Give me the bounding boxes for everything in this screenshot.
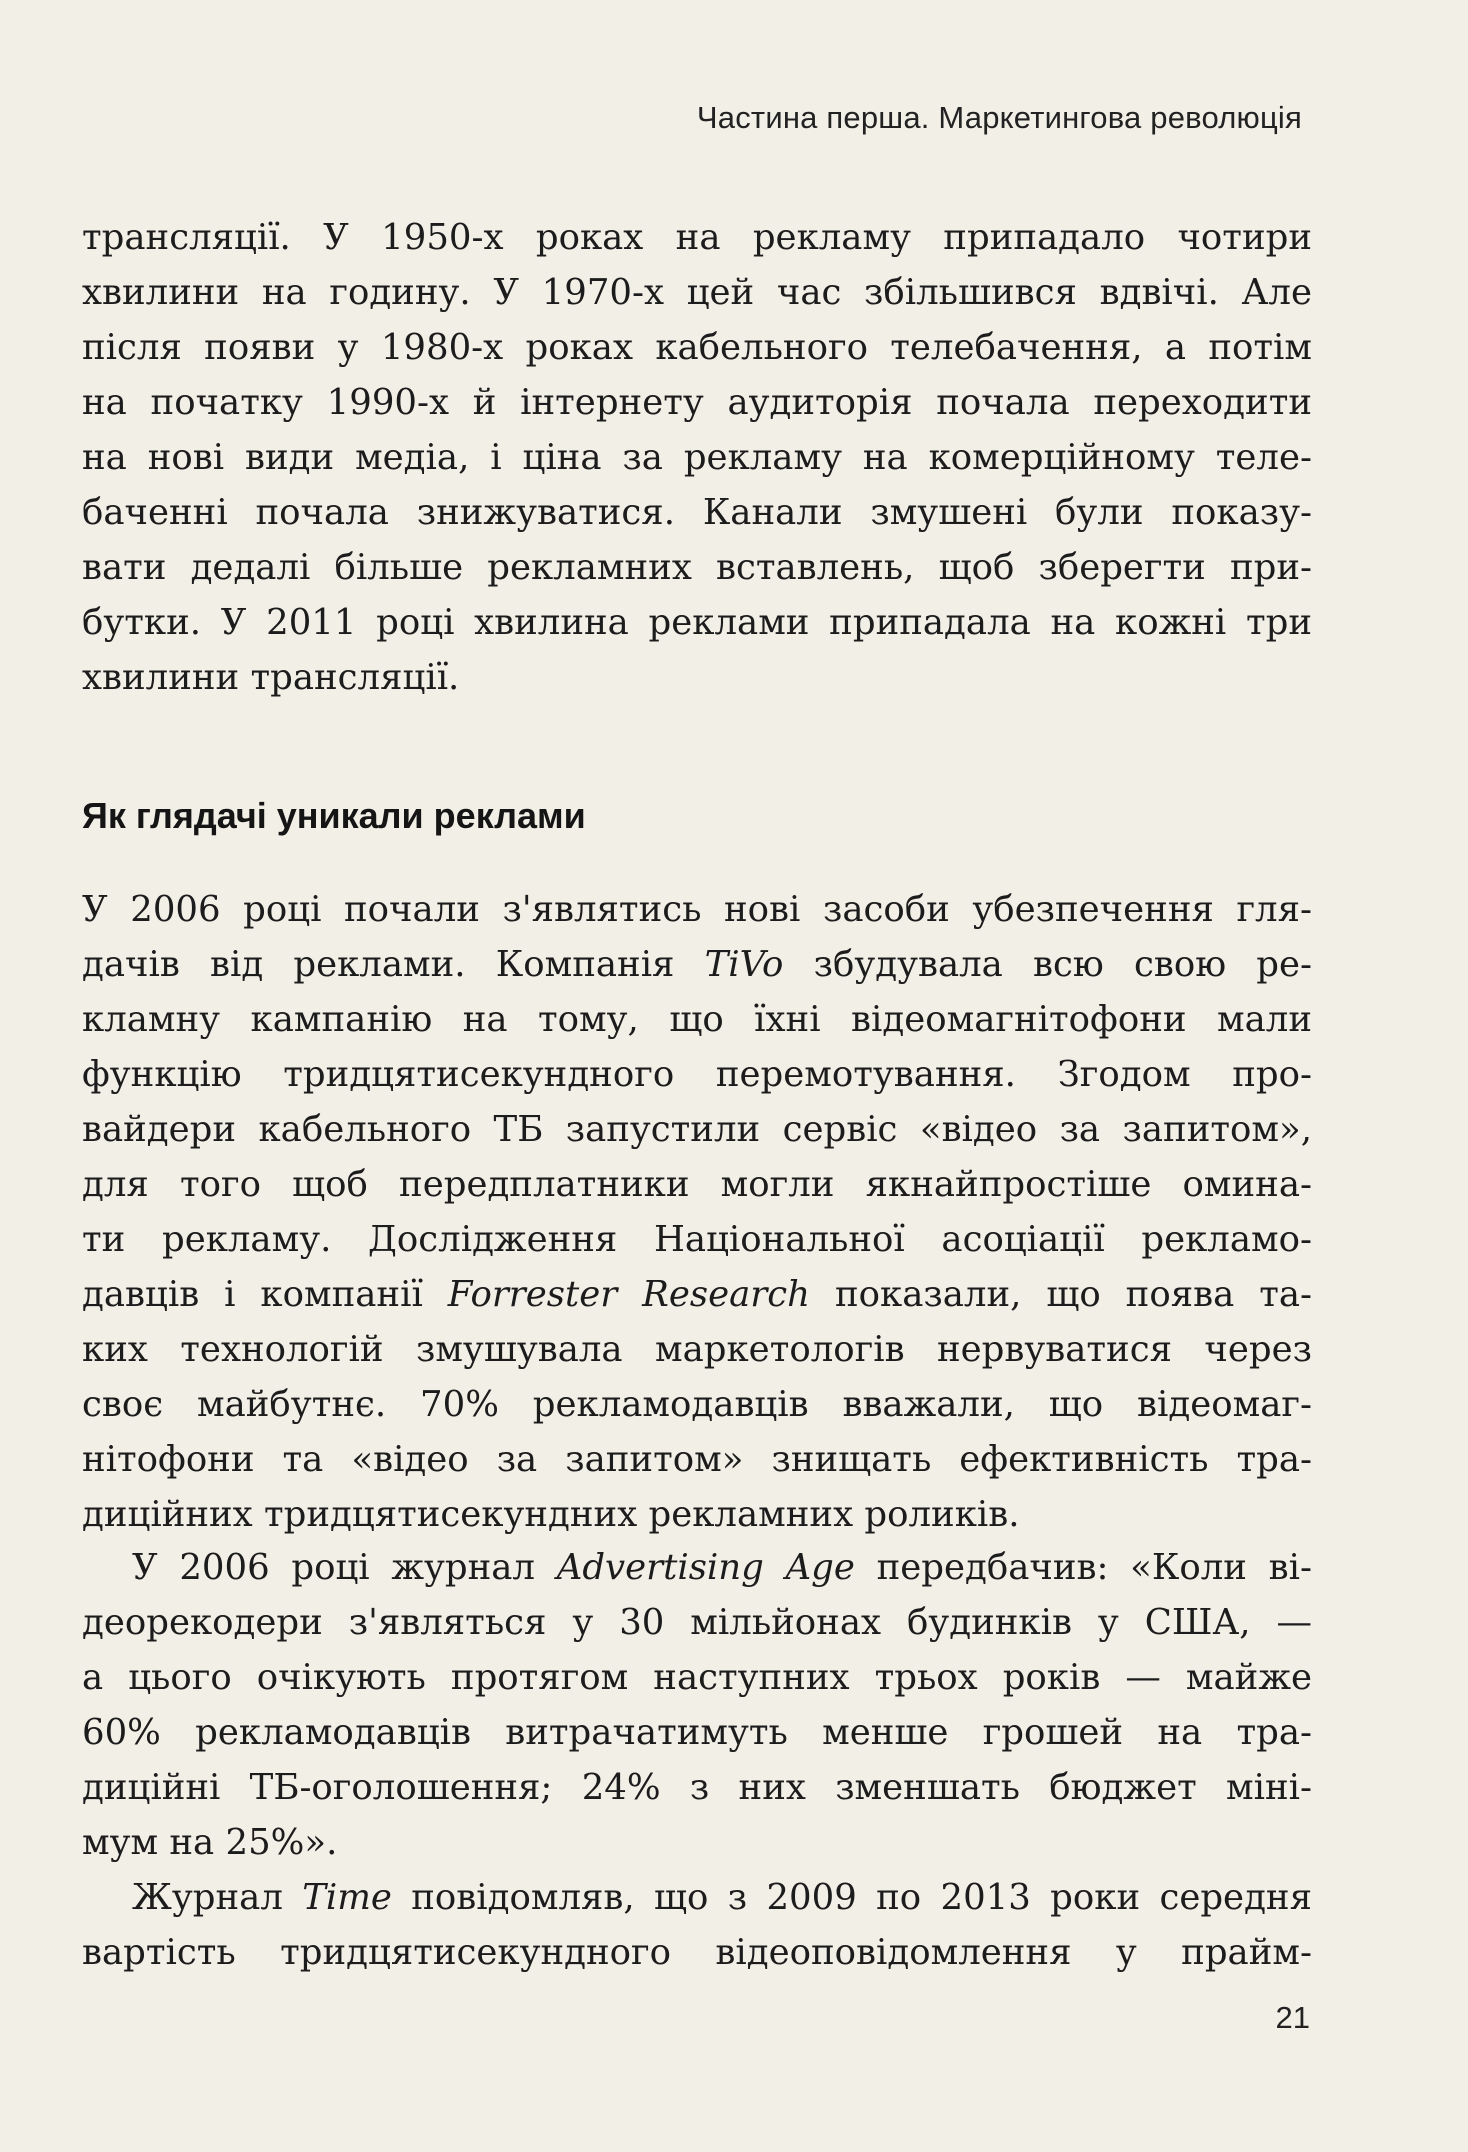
text-line: мум на 25%». [82, 1822, 338, 1863]
text-line: після появи у 1980-х роках кабельного телебачення, а потім [82, 327, 1312, 368]
text-run: давців і компанії [82, 1274, 448, 1315]
text-line: бутки. У 2011 році хвилина реклами припадала на кожні три [82, 602, 1312, 643]
emphasis-tivo: TiVo [704, 944, 784, 985]
emphasis-advertising-age: Advertising Age [556, 1547, 855, 1588]
paragraph-3 [82, 1540, 1312, 1870]
text-line: 60% рекламодавців витрачатимуть менше грошей на тра- [82, 1712, 1312, 1753]
text-run: показали, що поява та- [810, 1274, 1312, 1315]
text-line [82, 1267, 1312, 1322]
text-run: передбачив: «Коли ві- [854, 1547, 1312, 1588]
text-line: на нові види медіа, і ціна за рекламу на комерційному теле- [82, 437, 1312, 478]
running-head: Частина перша. Маркетингова революція [696, 100, 1302, 135]
text-run: повідомляв, що з 2009 по 2013 роки середня [391, 1877, 1312, 1918]
paragraph-4 [82, 1870, 1312, 1980]
text-line: вайдери кабельного ТБ запустили сервіс «відео за запитом», [82, 1109, 1312, 1150]
text-line: функцію тридцятисекундного перемотування. Згодом про- [82, 1054, 1312, 1095]
text-run: У 2006 році журнал [132, 1547, 557, 1588]
paragraph-2 [82, 882, 1312, 1542]
text-line [82, 937, 1312, 992]
text-line: диційні ТБ-оголошення; 24% з них зменшать бюджет міні- [82, 1767, 1312, 1808]
text-line [82, 1870, 1312, 1925]
text-run: збудувала всю свою ре- [783, 944, 1313, 985]
text-line: на початку 1990-х й інтернету аудиторія почала переходити [82, 382, 1312, 423]
text-line: для того щоб передплатники могли якнайпростіше омина- [82, 1164, 1312, 1205]
text-line: кламну кампанію на тому, що їхні відеомагнітофони мали [82, 999, 1312, 1040]
text-line: диційних тридцятисекундних рекламних роликів. [82, 1494, 1020, 1535]
text-line: ти рекламу. Дослідження Національної асоціації рекламо- [82, 1219, 1312, 1260]
paragraph-1 [82, 210, 1312, 705]
text-line: вартість тридцятисекундного відеоповідомлення у прайм- [82, 1932, 1312, 1973]
text-line: деорекодери з'являться у 30 мільйонах будинків у США, — [82, 1602, 1312, 1643]
emphasis-time: Time [302, 1877, 392, 1918]
emphasis-forrester: Forrester Research [447, 1274, 811, 1315]
text-run: дачів від реклами. Компанія [82, 944, 705, 985]
text-line: своє майбутнє. 70% рекламодавців вважали, що відеомаг- [82, 1384, 1312, 1425]
text-run: Журнал [132, 1877, 303, 1918]
text-line: а цього очікують протягом наступних трьох років — майже [82, 1657, 1312, 1698]
text-line: нітофони та «відео за запитом» знищать ефективність тра- [82, 1439, 1312, 1480]
text-line: трансляції. У 1950-х роках на рекламу припадало чотири [82, 217, 1312, 258]
text-line: хвилини на годину. У 1970-х цей час збільшився вдвічі. Але [82, 272, 1312, 313]
page-number: 21 [1275, 2000, 1310, 2035]
text-line [82, 1540, 1312, 1595]
text-line: хвилини трансляції. [82, 657, 460, 698]
text-line: вати дедалі більше рекламних вставлень, щоб зберегти при- [82, 547, 1312, 588]
text-line: ких технологій змушувала маркетологів нервуватися через [82, 1329, 1312, 1370]
text-line: У 2006 році почали з'являтись нові засоби убезпечення гля- [82, 889, 1312, 930]
text-line: баченні почала знижуватися. Канали змушені були показу- [82, 492, 1312, 533]
section-heading: Як глядачі уникали реклами [82, 795, 586, 836]
